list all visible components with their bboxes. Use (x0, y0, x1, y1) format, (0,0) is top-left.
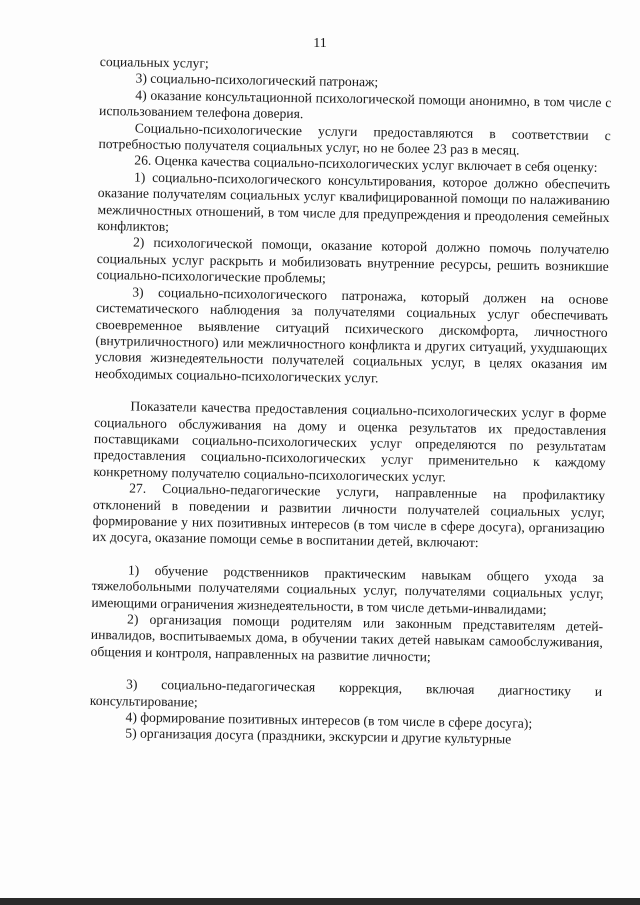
section-heading-paragraph: 27. Социально-педагогические услуги, направленные на профилактику отклонений в поведении и развитии личности получателей социальных услуг, формирование у них позитивных интересов (в том числе в сфере досуга), организацию их досуга, оказание помощи семье в воспитании детей, включают: (92, 480, 606, 551)
list-item: 3) социально-психологического патронажа, который должен на основе систематического наблюдения за получателями социальных услуг обеспечивать своевременное выявление ситуаций психического дискомфорта, личностного (внутриличностного) или межличностного конфликта и других ситуаций, ухудшающих условия жизнедеятельности получателей социальных услуг, в целях оказания им необходимых социально-психологических услуг. (94, 284, 609, 386)
page-number: 11 (313, 36, 327, 51)
section-heading-paragraph: 26. Оценка качества социально-психологических услуг включает в себя оценку: (134, 152, 598, 176)
list-item: 2) психологической помощи, оказание которой должно помочь получателю социальных услуг раскрыть и мобилизовать внутренние ресурсы, решить возникшие социально-психологические проблемы; (96, 235, 610, 286)
list-item: 3) социально-педагогическая коррекция, включая диагностику и консультирование; (89, 676, 603, 710)
list-item: 2) организация помощи родителям или законным представителям детей-инвалидов, воспитываемых дома, в обучении таких детей навыкам самообслуживания, общения и контроля, направленных на развитие личности; (90, 611, 604, 665)
list-item: 4) формирование позитивных интересов (в том числе в сфере досуга); (125, 709, 533, 731)
scan-edge (0, 898, 640, 905)
list-item: 3) социально-психологический патронаж; (135, 70, 379, 90)
list-item: 4) оказание консультационной психологической помощи анонимно, в том числе с использованием телефона доверия. (98, 87, 612, 122)
list-item: 1) социально-психологического консультирования, которое должно обеспечить оказание получателям социальных услуг квалифицированной помощи по налаживанию межличностных отношений, в том числе для предупреждения и преодоления семейных конфликтов; (97, 169, 611, 235)
document-body (89, 54, 612, 750)
paragraph: Социально-психологические услуги предоставляются в соответствии с потребностью получателя социальных услуг, но не более 23 раз в месяц. (98, 120, 611, 158)
paragraph: социальных услуг; (99, 54, 209, 71)
paragraph: Показатели качества предоставления социально-психологических услуг в форме социального обслуживания на дому и оценка результатов их предоставления поставщиками социально-психологических услуг определяются по результатам предоставления социально-психологических услуг применительно к каждому конкретному получателю социально-психологических услуг. (93, 398, 607, 485)
list-item: 5) организация досуга (праздники, экскурсии и другие культурные (125, 725, 512, 747)
list-item: 1) обучение родственников практическим навыкам общего ухода за тяжелобольными получателями социальных услуг, получателями социальных услуг, имеющими ограничения жизнедеятельности, в том числе детьми-инвалидами; (91, 562, 604, 617)
